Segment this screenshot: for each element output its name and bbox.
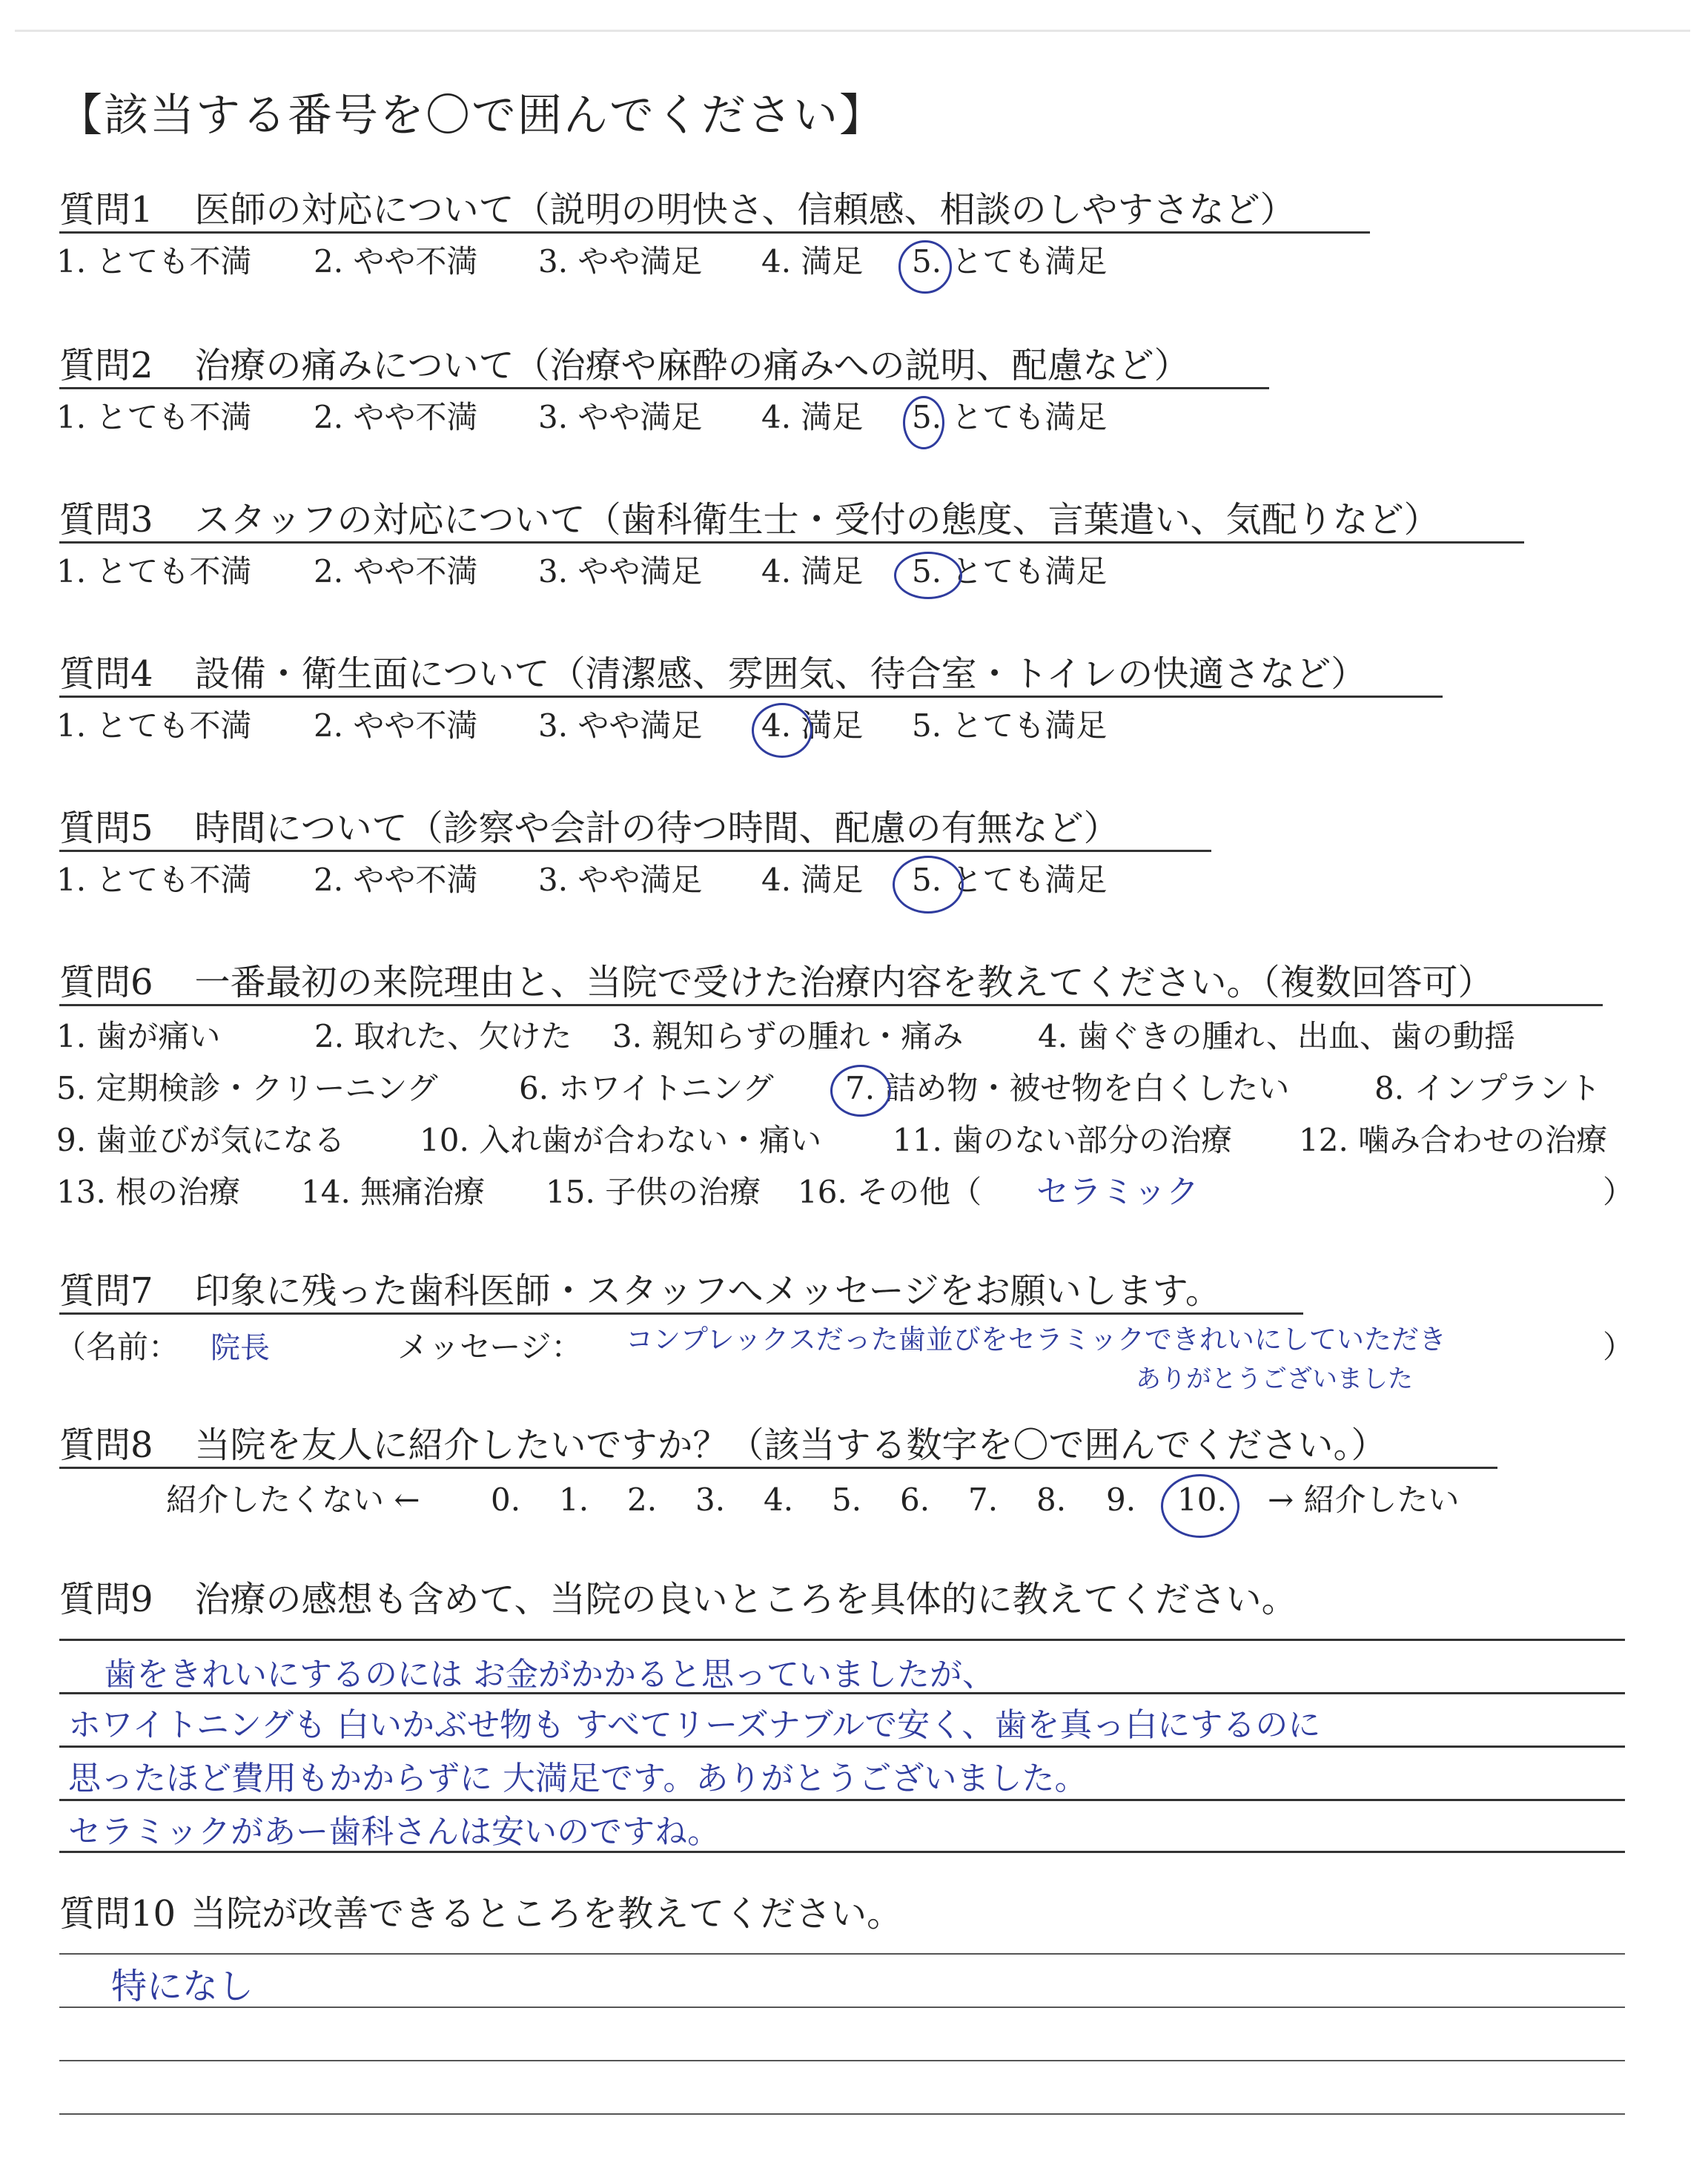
answer-line: [59, 2113, 1625, 2115]
answer-options: [56, 701, 1631, 753]
header-underline: [59, 1312, 1303, 1315]
question-text: 当院が改善できるところを教えてください。: [191, 1893, 903, 1935]
options-row-3: [56, 1115, 1631, 1167]
question-number: 質問6: [59, 962, 153, 1003]
option-3[interactable]: 3. やや満足: [538, 399, 703, 435]
option-5[interactable]: 5. とても満足: [912, 862, 1108, 898]
message-row: [55, 1317, 1635, 1406]
question-1-header: [59, 184, 1631, 236]
question-text: 医師の対応について（説明の明快さ、信頼感、相談のしやすさなど）: [194, 189, 1296, 231]
question-7-header: [59, 1265, 1631, 1317]
question-5: [56, 802, 1631, 908]
question-text: 治療の感想も含めて、当院の良いところを具体的に教えてください。: [194, 1579, 1297, 1620]
option-2[interactable]: 2. やや不満: [314, 553, 478, 589]
name-label: （名前：: [55, 1329, 180, 1365]
question-number: 質問4: [59, 653, 153, 695]
score-7[interactable]: 7.: [968, 1482, 999, 1518]
header-underline: [59, 231, 1370, 234]
option-6[interactable]: 6. ホワイトニング: [519, 1070, 774, 1106]
other-close-paren: ）: [1603, 1174, 1635, 1210]
option-4[interactable]: 4. 満足: [761, 553, 864, 589]
option-9[interactable]: 9. 歯並びが気になる: [56, 1122, 345, 1158]
option-1[interactable]: 1. とても不満: [56, 707, 252, 744]
score-1[interactable]: 1.: [559, 1482, 589, 1518]
option-5[interactable]: 5. 定期検診・クリーニング: [56, 1070, 438, 1106]
option-3[interactable]: 3. やや満足: [538, 862, 703, 898]
question-number: 質問5: [59, 807, 153, 849]
score-0[interactable]: 0.: [491, 1482, 521, 1518]
question-2: [56, 340, 1631, 445]
q9-handwritten-line-2: ホワイトニングも 白いかぶせ物も すべてリーズナブルで安く、歯を真っ白にするのに: [68, 1706, 1321, 1744]
q9-handwritten-line-3: 思ったほど費用もかからずに 大満足です。ありがとうございました。: [68, 1760, 1088, 1797]
q9-handwritten-line-4: セラミックがあー歯科さんは安いのですね。: [68, 1813, 721, 1851]
answer-line: [59, 1953, 1625, 1955]
question-10-header: [59, 1888, 1631, 1940]
answer-line: [59, 1745, 1625, 1748]
option-12[interactable]: 12. 噛み合わせの治療: [1299, 1122, 1608, 1158]
question-text: 設備・衛生面について（清潔感、雰囲気、待合室・トイレの快適さなど）: [194, 653, 1367, 695]
option-3[interactable]: 3. やや満足: [538, 707, 703, 744]
question-9: [59, 1573, 1631, 1625]
score-6[interactable]: 6.: [900, 1482, 930, 1518]
question-text: スタッフの対応について（歯科衛生士・受付の態度、言葉遣い、気配りなど）: [194, 499, 1440, 541]
high-label: → 紹介したい: [1268, 1482, 1460, 1518]
message-label: メッセージ：: [397, 1329, 583, 1365]
option-10[interactable]: 10. 入れ歯が合わない・痛い: [420, 1122, 822, 1158]
question-text: 治療の痛みについて（治療や麻酔の痛みへの説明、配慮など）: [194, 345, 1190, 386]
option-11[interactable]: 11. 歯のない部分の治療: [893, 1122, 1233, 1158]
option-5[interactable]: 5. とても満足: [912, 243, 1108, 280]
option-4[interactable]: 4. 満足: [761, 243, 864, 280]
header-underline: [59, 541, 1524, 544]
options-row-1: [56, 1011, 1631, 1063]
options-row-2: [56, 1063, 1631, 1115]
option-13[interactable]: 13. 根の治療: [56, 1174, 241, 1210]
header-underline: [59, 1467, 1497, 1469]
option-1[interactable]: 1. とても不満: [56, 862, 252, 898]
question-2-header: [59, 340, 1631, 392]
option-2[interactable]: 2. やや不満: [314, 862, 478, 898]
question-number: 質問7: [59, 1270, 153, 1312]
question-7: [55, 1265, 1635, 1406]
question-number: 質問10: [59, 1893, 176, 1935]
option-8[interactable]: 8. インプラント: [1374, 1070, 1601, 1106]
score-10[interactable]: 10.: [1177, 1482, 1227, 1518]
option-4[interactable]: 4. 満足: [761, 862, 864, 898]
option-2[interactable]: 2. 取れた、欠けた: [314, 1018, 572, 1054]
question-3-header: [59, 494, 1631, 546]
answer-line: [59, 1799, 1625, 1801]
question-9-header: [59, 1573, 1631, 1625]
answer-options: [56, 547, 1631, 599]
option-3[interactable]: 3. やや満足: [538, 243, 703, 280]
option-7[interactable]: 7. 詰め物・被せ物を白くしたい: [845, 1070, 1290, 1106]
message-handwritten-line-1: コンプレックスだった歯並びをセラミックできれいにしていただき: [626, 1324, 1447, 1355]
option-14[interactable]: 14. 無痛治療: [301, 1174, 486, 1210]
header-underline: [59, 850, 1211, 852]
name-handwritten: 院長: [211, 1331, 270, 1365]
option-2[interactable]: 2. やや不満: [314, 707, 478, 744]
rating-scale: [59, 1476, 1631, 1527]
question-8: [59, 1419, 1631, 1527]
header-underline: [59, 696, 1443, 698]
question-number: 質問1: [59, 189, 153, 231]
low-label: 紹介したくない ←: [166, 1482, 420, 1518]
option-15[interactable]: 15. 子供の治療: [546, 1174, 761, 1210]
question-number: 質問9: [59, 1579, 153, 1620]
question-4: [56, 648, 1631, 753]
question-text: 時間について（診察や会計の待つ時間、配慮の有無など）: [194, 807, 1119, 849]
score-5[interactable]: 5.: [832, 1482, 862, 1518]
score-9[interactable]: 9.: [1106, 1482, 1136, 1518]
question-text: 一番最初の来院理由と、当院で受けた治療内容を教えてください。（複数回答可）: [194, 962, 1494, 1003]
score-3[interactable]: 3.: [695, 1482, 726, 1518]
option-4[interactable]: 4. 満足: [761, 399, 864, 435]
option-4[interactable]: 4. 満足: [761, 707, 864, 744]
question-text: 印象に残った歯科医師・スタッフへメッセージをお願いします。: [194, 1270, 1221, 1312]
option-5[interactable]: 5. とても満足: [912, 399, 1108, 435]
message-handwritten-line-2: ありがとうございました: [1136, 1364, 1413, 1394]
options-row-4: [56, 1167, 1635, 1219]
answer-line: [59, 1639, 1625, 1641]
q10-handwritten-line-1: 特になし: [111, 1966, 254, 2007]
question-10: [59, 1888, 1631, 1940]
option-2[interactable]: 2. やや不満: [314, 243, 478, 280]
question-6-header: [59, 957, 1631, 1008]
answer-options: [56, 237, 1631, 289]
option-5[interactable]: 5. とても満足: [912, 553, 1108, 589]
question-3: [56, 494, 1631, 599]
answer-line: [59, 2060, 1625, 2061]
option-1[interactable]: 1. とても不満: [56, 243, 252, 280]
option-2[interactable]: 2. やや不満: [314, 399, 478, 435]
page-title: 【該当する番号を〇で囲んでください】: [58, 90, 885, 142]
header-underline: [59, 387, 1269, 389]
header-underline: [59, 1004, 1603, 1006]
question-6: [56, 957, 1635, 1219]
question-8-header: [59, 1419, 1631, 1471]
option-3[interactable]: 3. 親知らずの腫れ・痛み: [612, 1018, 964, 1054]
answer-line: [59, 2007, 1625, 2008]
answer-options: [56, 393, 1631, 445]
question-1: [56, 184, 1631, 289]
option-5[interactable]: 5. とても満足: [912, 707, 1108, 744]
option-1[interactable]: 1. とても不満: [56, 399, 252, 435]
answer-options: [56, 856, 1631, 908]
score-4[interactable]: 4.: [764, 1482, 794, 1518]
q9-handwritten-line-1: 歯をきれいにするのには お金がかかると思っていましたが、: [104, 1656, 995, 1694]
question-number: 質問2: [59, 345, 153, 386]
score-8[interactable]: 8.: [1036, 1482, 1067, 1518]
scan-top-edge: [15, 30, 1690, 32]
other-handwritten-answer: セラミック: [1036, 1173, 1199, 1211]
option-4[interactable]: 4. 歯ぐきの腫れ、出血、歯の動揺: [1038, 1018, 1515, 1054]
option-3[interactable]: 3. やや満足: [538, 553, 703, 589]
score-2[interactable]: 2.: [627, 1482, 658, 1518]
question-number: 質問8: [59, 1424, 153, 1466]
question-number: 質問3: [59, 499, 153, 541]
question-text: 当院を友人に紹介したいですか？（該当する数字を〇で囲んでください。）: [194, 1424, 1387, 1466]
question-5-header: [59, 802, 1631, 854]
option-16[interactable]: 16. その他（: [798, 1174, 982, 1210]
option-1[interactable]: 1. とても不満: [56, 553, 252, 589]
option-1[interactable]: 1. 歯が痛い: [56, 1018, 221, 1054]
message-close-paren: ）: [1603, 1329, 1635, 1365]
question-4-header: [59, 648, 1631, 700]
